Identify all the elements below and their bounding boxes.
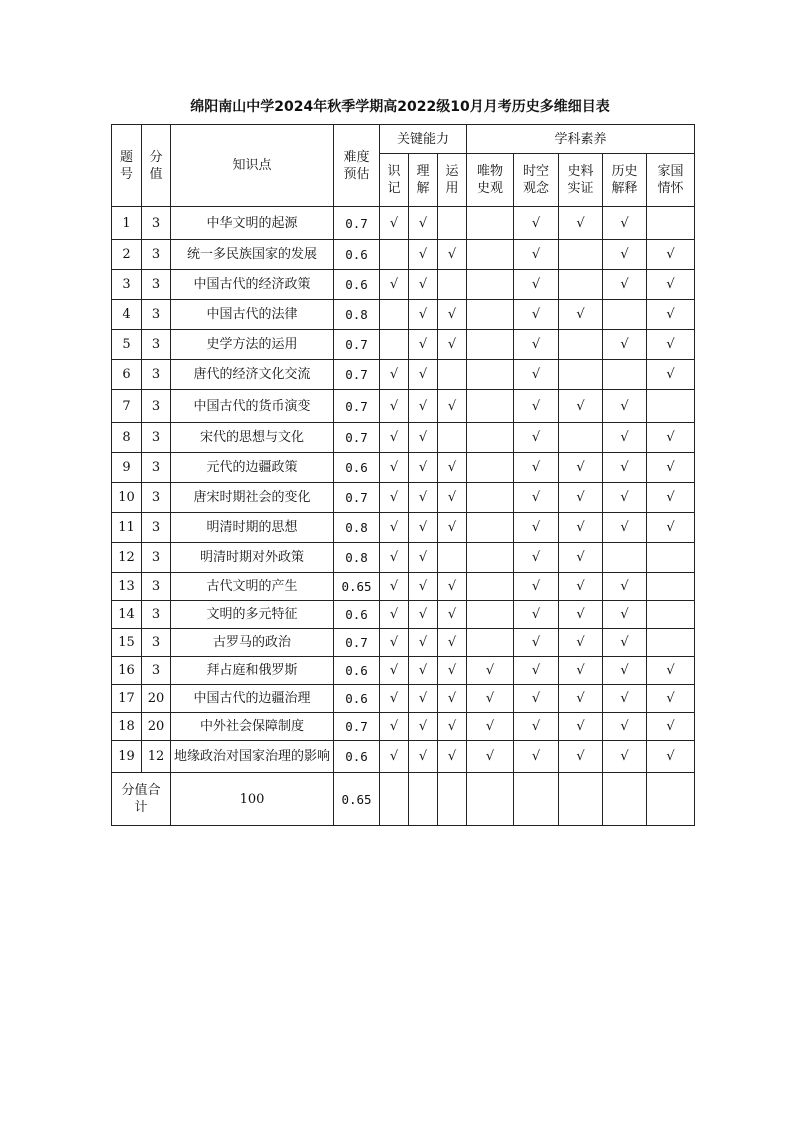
check-mark: √ (603, 741, 647, 773)
check-mark (467, 423, 514, 453)
check-mark: √ (380, 390, 409, 423)
check-mark (467, 513, 514, 543)
header-ability-1: 理 解 (409, 154, 438, 207)
check-mark: √ (559, 543, 603, 573)
total-cell (438, 773, 467, 826)
difficulty-estimate: 0.6 (334, 601, 380, 629)
check-mark: √ (409, 573, 438, 601)
check-mark (438, 270, 467, 300)
question-score: 20 (142, 685, 171, 713)
question-score: 3 (142, 390, 171, 423)
check-mark: √ (603, 513, 647, 543)
difficulty-estimate: 0.7 (334, 360, 380, 390)
check-mark (559, 270, 603, 300)
check-mark: √ (559, 453, 603, 483)
check-mark: √ (467, 657, 514, 685)
check-mark: √ (603, 483, 647, 513)
check-mark: √ (467, 741, 514, 773)
check-mark (467, 543, 514, 573)
check-mark (438, 543, 467, 573)
check-mark: √ (380, 483, 409, 513)
check-mark: √ (514, 453, 559, 483)
header-subject-literacy: 学科素养 (467, 125, 695, 154)
question-number: 10 (112, 483, 142, 513)
header-question-number: 题 号 (112, 125, 142, 207)
difficulty-estimate: 0.6 (334, 453, 380, 483)
question-score: 3 (142, 330, 171, 360)
difficulty-estimate: 0.7 (334, 483, 380, 513)
table-row (112, 390, 695, 423)
knowledge-point: 古罗马的政治 (171, 629, 334, 657)
check-mark: √ (514, 483, 559, 513)
check-mark (647, 573, 695, 601)
check-mark: √ (380, 685, 409, 713)
check-mark: √ (514, 573, 559, 601)
check-mark: √ (380, 741, 409, 773)
difficulty-estimate: 0.8 (334, 513, 380, 543)
difficulty-estimate: 0.6 (334, 657, 380, 685)
table-row (112, 453, 695, 483)
question-number: 11 (112, 513, 142, 543)
check-mark: √ (409, 657, 438, 685)
check-mark: √ (514, 270, 559, 300)
check-mark: √ (647, 360, 695, 390)
check-mark: √ (647, 270, 695, 300)
difficulty-estimate: 0.7 (334, 423, 380, 453)
table-row (112, 629, 695, 657)
question-number: 4 (112, 300, 142, 330)
total-label: 分值合 计 (112, 773, 171, 826)
check-mark: √ (514, 513, 559, 543)
check-mark: √ (409, 207, 438, 240)
question-score: 3 (142, 657, 171, 685)
difficulty-estimate: 0.6 (334, 240, 380, 270)
check-mark (647, 543, 695, 573)
check-mark: √ (380, 207, 409, 240)
question-score: 3 (142, 483, 171, 513)
header-literacy-1: 时空 观念 (514, 154, 559, 207)
check-mark: √ (438, 713, 467, 741)
check-mark: √ (559, 390, 603, 423)
check-mark (467, 453, 514, 483)
knowledge-point: 唐宋时期社会的变化 (171, 483, 334, 513)
check-mark: √ (409, 423, 438, 453)
check-mark (603, 360, 647, 390)
table-row (112, 573, 695, 601)
check-mark: √ (647, 741, 695, 773)
knowledge-point: 中外社会保障制度 (171, 713, 334, 741)
check-mark: √ (409, 629, 438, 657)
knowledge-point: 拜占庭和俄罗斯 (171, 657, 334, 685)
check-mark: √ (438, 300, 467, 330)
question-score: 3 (142, 240, 171, 270)
header-ability-2: 运 用 (438, 154, 467, 207)
question-score: 20 (142, 713, 171, 741)
header-score: 分 值 (142, 125, 171, 207)
question-score: 3 (142, 360, 171, 390)
check-mark: √ (438, 330, 467, 360)
table-row (112, 423, 695, 453)
check-mark: √ (409, 513, 438, 543)
header-difficulty: 难度 预估 (334, 125, 380, 207)
difficulty-estimate: 0.6 (334, 685, 380, 713)
check-mark: √ (514, 601, 559, 629)
check-mark: √ (438, 601, 467, 629)
check-mark: √ (603, 390, 647, 423)
knowledge-point: 史学方法的运用 (171, 330, 334, 360)
knowledge-point: 古代文明的产生 (171, 573, 334, 601)
total-cell (380, 773, 409, 826)
check-mark: √ (514, 360, 559, 390)
header-ability-0: 识 记 (380, 154, 409, 207)
page-title: 绵阳南山中学2024年秋季学期高2022级10月月考历史多维细目表 (190, 99, 610, 115)
knowledge-point: 中华文明的起源 (171, 207, 334, 240)
header-literacy-2: 史料 实证 (559, 154, 603, 207)
check-mark (559, 330, 603, 360)
check-mark: √ (647, 423, 695, 453)
check-mark: √ (409, 360, 438, 390)
question-number: 7 (112, 390, 142, 423)
question-score: 3 (142, 300, 171, 330)
check-mark: √ (380, 713, 409, 741)
table-row (112, 360, 695, 390)
table-row (112, 513, 695, 543)
question-number: 1 (112, 207, 142, 240)
check-mark: √ (647, 453, 695, 483)
table-row (112, 270, 695, 300)
check-mark: √ (409, 685, 438, 713)
check-mark: √ (514, 543, 559, 573)
check-mark: √ (409, 270, 438, 300)
table-row (112, 207, 695, 240)
check-mark (380, 240, 409, 270)
check-mark: √ (409, 300, 438, 330)
question-number: 16 (112, 657, 142, 685)
total-cell (647, 773, 695, 826)
check-mark (467, 573, 514, 601)
difficulty-estimate: 0.8 (334, 300, 380, 330)
check-mark: √ (603, 270, 647, 300)
check-mark: √ (380, 423, 409, 453)
check-mark (467, 360, 514, 390)
check-mark: √ (438, 573, 467, 601)
check-mark: √ (514, 741, 559, 773)
question-score: 3 (142, 207, 171, 240)
check-mark: √ (603, 601, 647, 629)
check-mark (467, 601, 514, 629)
check-mark: √ (514, 657, 559, 685)
difficulty-estimate: 0.6 (334, 270, 380, 300)
check-mark: √ (647, 483, 695, 513)
check-mark (438, 423, 467, 453)
total-score: 100 (171, 773, 334, 826)
question-number: 2 (112, 240, 142, 270)
question-score: 3 (142, 573, 171, 601)
question-number: 19 (112, 741, 142, 773)
check-mark (380, 330, 409, 360)
check-mark: √ (647, 657, 695, 685)
check-mark: √ (559, 601, 603, 629)
check-mark: √ (438, 513, 467, 543)
total-cell (603, 773, 647, 826)
check-mark: √ (409, 601, 438, 629)
check-mark: √ (647, 300, 695, 330)
knowledge-point: 元代的边疆政策 (171, 453, 334, 483)
check-mark (467, 270, 514, 300)
knowledge-point: 地缘政治对国家治理的影响 (171, 741, 334, 773)
check-mark: √ (409, 713, 438, 741)
check-mark (647, 601, 695, 629)
check-mark: √ (514, 629, 559, 657)
check-mark: √ (559, 207, 603, 240)
check-mark: √ (559, 483, 603, 513)
knowledge-point: 中国古代的法律 (171, 300, 334, 330)
table-row (112, 657, 695, 685)
total-cell (514, 773, 559, 826)
difficulty-estimate: 0.7 (334, 629, 380, 657)
table-row (112, 300, 695, 330)
header-literacy-3: 历史 解释 (603, 154, 647, 207)
question-number: 3 (112, 270, 142, 300)
table-row (112, 483, 695, 513)
question-number: 17 (112, 685, 142, 713)
table-row (112, 685, 695, 713)
question-score: 3 (142, 453, 171, 483)
check-mark: √ (603, 685, 647, 713)
check-mark: √ (380, 601, 409, 629)
check-mark (467, 483, 514, 513)
difficulty-estimate: 0.65 (334, 573, 380, 601)
table-row (112, 240, 695, 270)
question-number: 15 (112, 629, 142, 657)
knowledge-point: 文明的多元特征 (171, 601, 334, 629)
check-mark: √ (603, 573, 647, 601)
total-difficulty: 0.65 (334, 773, 380, 826)
difficulty-estimate: 0.7 (334, 390, 380, 423)
check-mark: √ (380, 573, 409, 601)
check-mark: √ (438, 483, 467, 513)
check-mark: √ (559, 685, 603, 713)
knowledge-point: 统一多民族国家的发展 (171, 240, 334, 270)
question-score: 3 (142, 601, 171, 629)
check-mark: √ (380, 360, 409, 390)
difficulty-estimate: 0.8 (334, 543, 380, 573)
check-mark: √ (514, 300, 559, 330)
knowledge-point: 唐代的经济文化交流 (171, 360, 334, 390)
check-mark: √ (559, 741, 603, 773)
check-mark (647, 390, 695, 423)
check-mark (647, 207, 695, 240)
check-mark (438, 207, 467, 240)
table-row (112, 543, 695, 573)
specification-table (111, 124, 695, 826)
total-cell (409, 773, 438, 826)
check-mark: √ (380, 543, 409, 573)
check-mark: √ (409, 741, 438, 773)
check-mark: √ (438, 629, 467, 657)
check-mark: √ (409, 453, 438, 483)
check-mark: √ (559, 713, 603, 741)
check-mark: √ (559, 657, 603, 685)
question-score: 3 (142, 423, 171, 453)
check-mark: √ (514, 423, 559, 453)
check-mark (380, 300, 409, 330)
knowledge-point: 明清时期的思想 (171, 513, 334, 543)
check-mark: √ (647, 713, 695, 741)
question-score: 3 (142, 629, 171, 657)
question-score: 3 (142, 270, 171, 300)
check-mark: √ (647, 240, 695, 270)
check-mark: √ (603, 453, 647, 483)
total-cell (467, 773, 514, 826)
check-mark: √ (438, 657, 467, 685)
check-mark: √ (559, 573, 603, 601)
question-number: 8 (112, 423, 142, 453)
question-number: 13 (112, 573, 142, 601)
check-mark: √ (603, 423, 647, 453)
difficulty-estimate: 0.7 (334, 207, 380, 240)
question-number: 14 (112, 601, 142, 629)
knowledge-point: 中国古代的经济政策 (171, 270, 334, 300)
check-mark: √ (603, 207, 647, 240)
check-mark: √ (559, 513, 603, 543)
check-mark (559, 360, 603, 390)
question-number: 5 (112, 330, 142, 360)
check-mark: √ (603, 657, 647, 685)
check-mark (559, 423, 603, 453)
question-number: 9 (112, 453, 142, 483)
check-mark: √ (559, 300, 603, 330)
header-key-abilities: 关键能力 (380, 125, 467, 154)
check-mark (647, 629, 695, 657)
check-mark: √ (380, 270, 409, 300)
question-score: 3 (142, 513, 171, 543)
question-score: 12 (142, 741, 171, 773)
check-mark (467, 207, 514, 240)
check-mark: √ (559, 629, 603, 657)
check-mark: √ (603, 240, 647, 270)
question-number: 12 (112, 543, 142, 573)
check-mark: √ (380, 453, 409, 483)
check-mark: √ (438, 741, 467, 773)
check-mark (603, 543, 647, 573)
check-mark: √ (380, 513, 409, 543)
check-mark: √ (467, 713, 514, 741)
check-mark: √ (603, 629, 647, 657)
check-mark: √ (603, 330, 647, 360)
check-mark: √ (409, 240, 438, 270)
check-mark: √ (438, 685, 467, 713)
check-mark (467, 300, 514, 330)
difficulty-estimate: 0.6 (334, 741, 380, 773)
check-mark (603, 300, 647, 330)
question-number: 18 (112, 713, 142, 741)
check-mark (467, 240, 514, 270)
check-mark: √ (603, 713, 647, 741)
header-literacy-0: 唯物 史观 (467, 154, 514, 207)
check-mark (467, 330, 514, 360)
knowledge-point: 中国古代的边疆治理 (171, 685, 334, 713)
knowledge-point: 中国古代的货币演变 (171, 390, 334, 423)
table-row (112, 741, 695, 773)
check-mark (467, 390, 514, 423)
check-mark: √ (409, 543, 438, 573)
table-row (112, 601, 695, 629)
check-mark: √ (380, 629, 409, 657)
check-mark: √ (409, 390, 438, 423)
check-mark: √ (647, 330, 695, 360)
question-score: 3 (142, 543, 171, 573)
knowledge-point: 宋代的思想与文化 (171, 423, 334, 453)
check-mark: √ (514, 713, 559, 741)
check-mark: √ (514, 330, 559, 360)
check-mark: √ (514, 207, 559, 240)
question-number: 6 (112, 360, 142, 390)
check-mark: √ (438, 390, 467, 423)
check-mark (438, 360, 467, 390)
difficulty-estimate: 0.7 (334, 330, 380, 360)
check-mark: √ (409, 330, 438, 360)
check-mark: √ (647, 513, 695, 543)
table-row (112, 713, 695, 741)
check-mark: √ (467, 685, 514, 713)
total-cell (559, 773, 603, 826)
check-mark: √ (438, 453, 467, 483)
check-mark: √ (514, 390, 559, 423)
knowledge-point: 明清时期对外政策 (171, 543, 334, 573)
difficulty-estimate: 0.7 (334, 713, 380, 741)
check-mark: √ (409, 483, 438, 513)
check-mark: √ (514, 240, 559, 270)
check-mark: √ (380, 657, 409, 685)
table-row (112, 330, 695, 360)
check-mark (467, 629, 514, 657)
check-mark: √ (438, 240, 467, 270)
check-mark: √ (514, 685, 559, 713)
check-mark: √ (647, 685, 695, 713)
header-knowledge-point: 知识点 (171, 125, 334, 207)
check-mark (559, 240, 603, 270)
header-literacy-4: 家国 情怀 (647, 154, 695, 207)
